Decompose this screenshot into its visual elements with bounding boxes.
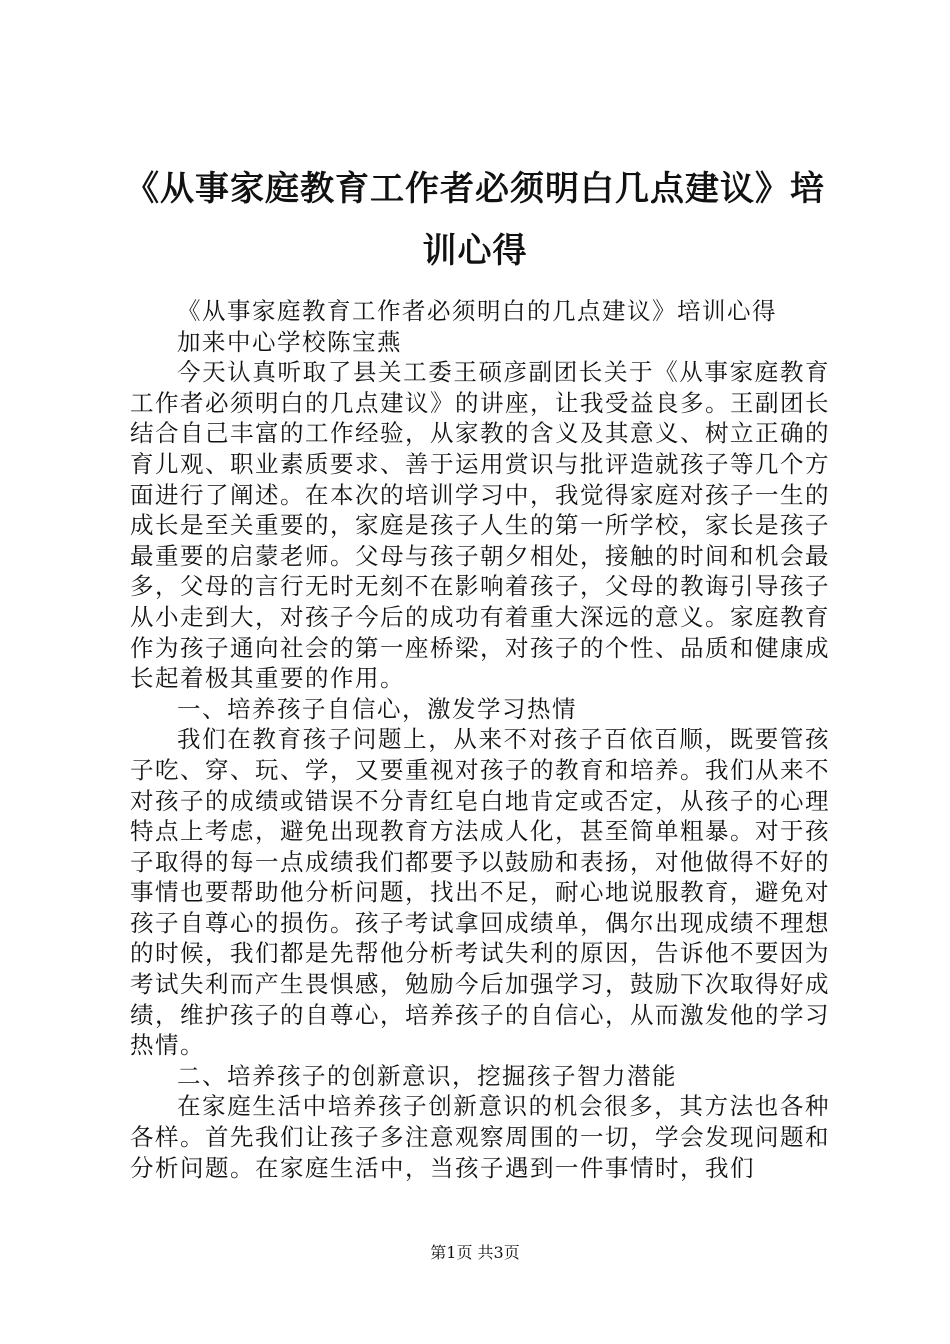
body-paragraph: 今天认真听取了县关工委王硕彦副团长关于《从事家庭教育工作者必须明白的几点建议》的讲座，让我受益良多。王副团长结合自己丰富的工作经验，从家教的含义及其意义、树立正确的育儿观、职业素质要求、善于运用赏识与批评造就孩子等几个方面进行了阐述。在本次的培训学习中，我觉得家庭对孩子一生的成长是至关重要的，家庭是孩子人生的第一所学校，家长是孩子最重要的启蒙老师。父母与孩子朝夕相处，接触的时间和机会最多，父母的言行无时无刻不在影响着孩子，父母的教诲引导孩子从小走到大，对孩子今后的成功有着重大深远的意义。家庭教育作为孩子通向社会的第一座桥梁，对孩子的个性、品质和健康成长起着极其重要的作用。 bbox=[130, 358, 830, 693]
document-body bbox=[130, 296, 830, 1183]
subtitle-line: 《从事家庭教育工作者必须明白的几点建议》培训心得 bbox=[177, 297, 777, 325]
section-heading: 一、培养孩子自信心，激发学习热情 bbox=[177, 694, 577, 723]
page-footer: 第1页 共3页 bbox=[430, 1243, 520, 1262]
body-paragraph: 在家庭生活中培养孩子创新意识的机会很多，其方法也各种各样。首先我们让孩子多注意观察周围的一切，学会发现问题和分析问题。在家庭生活中，当孩子遇到一件事情时，我们 bbox=[130, 1092, 830, 1182]
section-heading: 二、培养孩子的创新意识，挖掘孩子智力潜能 bbox=[177, 1061, 677, 1090]
body-paragraph: 我们在教育孩子问题上，从来不对孩子百依百顺，既要管孩子吃、穿、玩、学，又要重视对孩子的教育和培养。我们从来不对孩子的成绩或错误不分青红皂白地肯定或否定，从孩子的心理特点上考虑，避免出现教育方法成人化，甚至简单粗暴。对于孩子取得的每一点成绩我们都要予以鼓励和表扬，对他做得不好的事情也要帮助他分析问题，找出不足，耐心地说服教育，避免对孩子自尊心的损伤。孩子考试拿回成绩单，偶尔出现成绩不理想的时候，我们都是先帮他分析考试失利的原因，告诉他不要因为考试失利而产生畏惧感，勉励今后加强学习，鼓励下次取得好成绩，维护孩子的自尊心，培养孩子的自信心，从而激发他的学习热情。 bbox=[130, 725, 830, 1060]
author-line: 加来中心学校陈宝燕 bbox=[177, 327, 402, 356]
document-title: 《从事家庭教育工作者必须明白几点建议》培训心得 bbox=[125, 169, 825, 271]
